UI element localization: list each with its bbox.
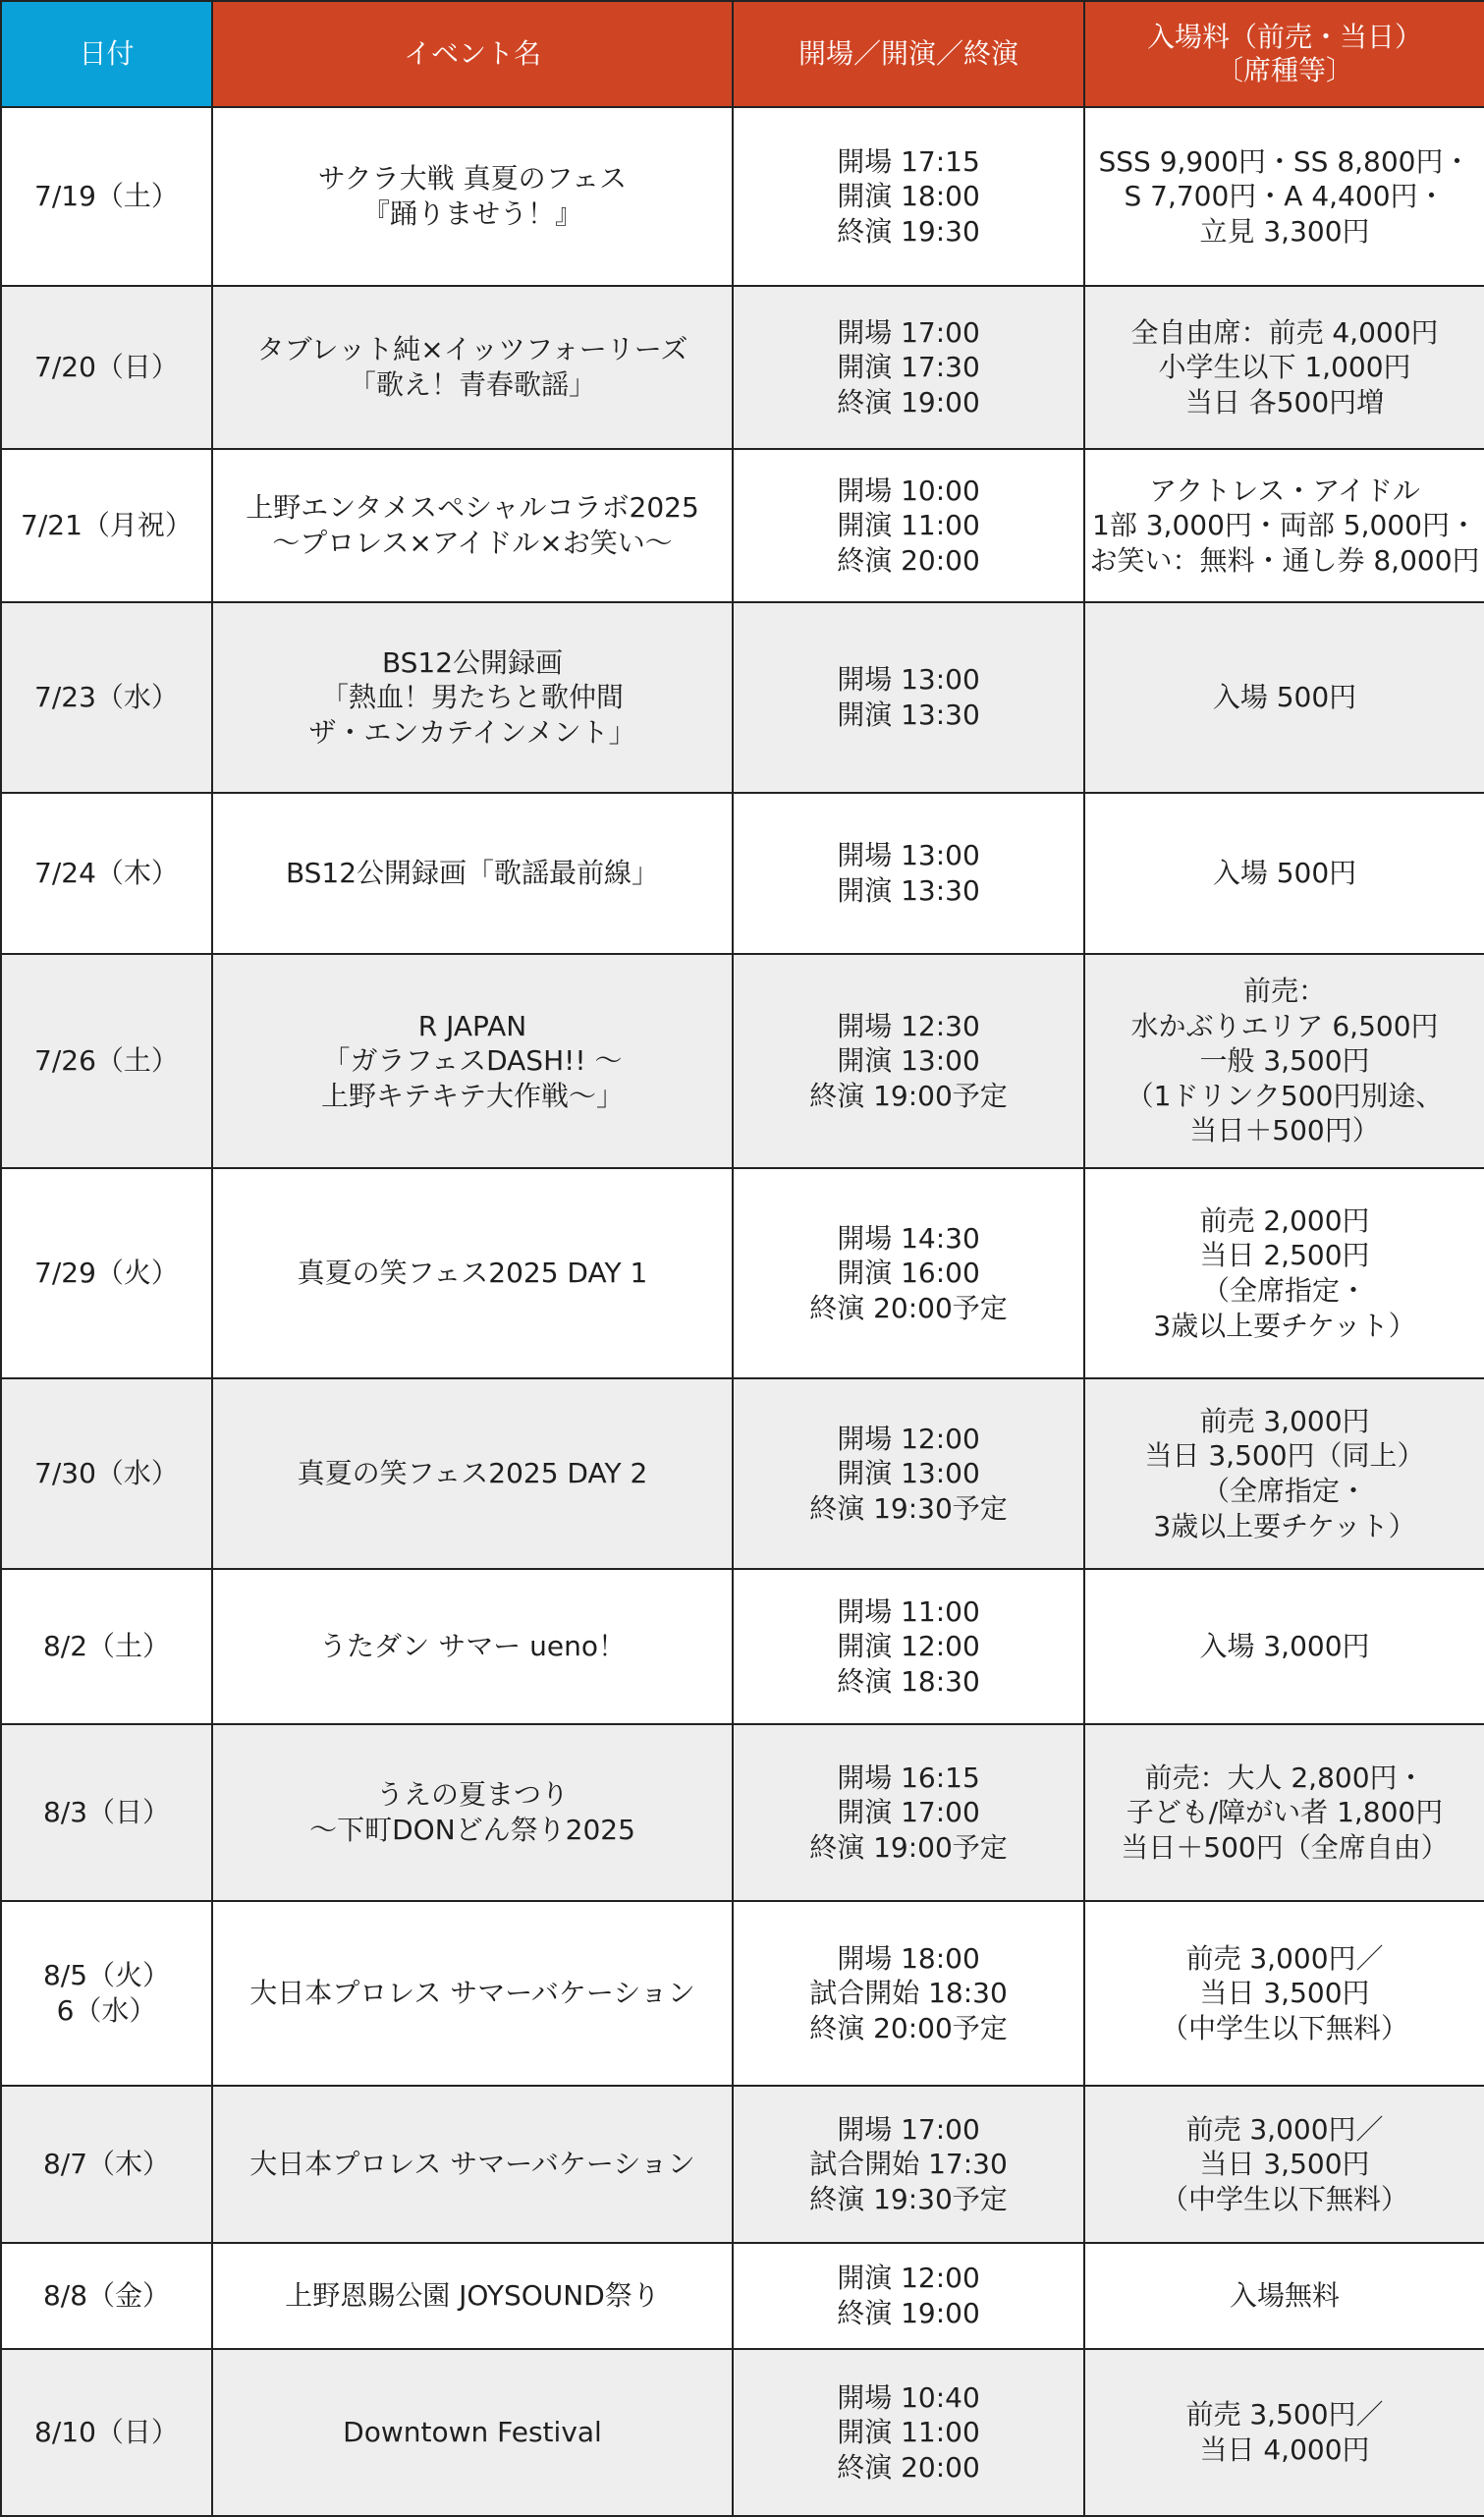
times-cell-line: 終演 20:00 — [837, 2450, 980, 2484]
date-cell-line: 8/3（日） — [42, 1796, 171, 1829]
date-cell-line: 7/24（木） — [34, 857, 179, 890]
times-cell-line: 開場 17:00 — [837, 2112, 980, 2146]
event-name-cell — [212, 1168, 733, 1378]
date-cell — [1, 2349, 212, 2516]
times-cell-line: 終演 20:00 — [837, 543, 980, 577]
event-name-cell — [212, 954, 733, 1168]
date-cell-line: 7/29（火） — [34, 1257, 179, 1290]
fee-cell-line: 立見 3,300円 — [1199, 214, 1370, 248]
fee-cell-line: （全席指定・ — [1201, 1274, 1367, 1307]
event-name-cell — [212, 2243, 733, 2349]
date-cell — [1, 1569, 212, 1724]
times-cell-line: 開演 18:00 — [837, 180, 980, 213]
header-row — [1, 1, 1484, 107]
times-cell-line: 開演 13:00 — [837, 1044, 980, 1078]
header-event-name: イベント名 — [212, 1, 733, 107]
times-cell-line: 開演 11:00 — [837, 509, 980, 542]
event-name-cell — [212, 449, 733, 602]
table-row — [1, 107, 1484, 286]
event-name-cell-line: うたダン サマー ueno！ — [319, 1630, 626, 1663]
date-cell-line: 8/7（木） — [42, 2148, 171, 2181]
table-row — [1, 602, 1484, 793]
times-cell — [733, 1724, 1084, 1901]
fee-cell — [1084, 2086, 1484, 2243]
date-cell — [1, 449, 212, 602]
times-cell-line: 開場 18:00 — [837, 1941, 980, 1975]
header-fee-line: 入場料（前売・当日） — [1146, 21, 1422, 54]
times-cell-line: 終演 20:00予定 — [809, 2011, 1008, 2044]
event-name-cell-line: 「歌え！青春歌謡」 — [348, 368, 596, 401]
times-cell-line: 開場 17:00 — [837, 315, 980, 349]
times-cell — [733, 286, 1084, 449]
times-cell-line: 終演 20:00予定 — [809, 1291, 1008, 1324]
fee-cell-line: 当日 各500円増 — [1184, 385, 1385, 419]
times-cell-line: 開演 17:00 — [837, 1796, 980, 1829]
times-cell-line: 終演 18:30 — [837, 1664, 980, 1698]
fee-cell-line: 小学生以下 1,000円 — [1158, 351, 1411, 384]
fee-cell-line: 前売 3,000円 — [1199, 1404, 1370, 1437]
times-cell-line: 開場 12:30 — [837, 1009, 980, 1042]
times-cell — [733, 107, 1084, 286]
fee-cell-line: 入場無料 — [1229, 2279, 1340, 2313]
table-row — [1, 793, 1484, 954]
fee-cell-line: 前売 3,000円／ — [1185, 2112, 1384, 2146]
times-cell-line: 終演 19:00予定 — [809, 1079, 1008, 1112]
event-name-cell — [212, 107, 733, 286]
fee-cell-line: 前売：大人 2,800円・ — [1144, 1761, 1425, 1794]
date-cell — [1, 286, 212, 449]
date-cell — [1, 1724, 212, 1901]
fee-cell-line: 前売 3,000円／ — [1185, 1941, 1384, 1975]
times-cell-line: 開場 11:00 — [837, 1594, 980, 1628]
date-cell-line: 6（水） — [56, 1994, 157, 2027]
event-name-cell-line: ザ・エンカテインメント」 — [308, 715, 636, 749]
table-row — [1, 2349, 1484, 2516]
times-cell-line: 開場 13:00 — [837, 839, 980, 872]
table-row — [1, 1724, 1484, 1901]
fee-cell — [1084, 2349, 1484, 2516]
times-cell — [733, 793, 1084, 954]
table-row — [1, 1168, 1484, 1378]
date-cell — [1, 1901, 212, 2086]
fee-cell — [1084, 1901, 1484, 2086]
table-row — [1, 286, 1484, 449]
times-cell-line: 終演 19:00予定 — [809, 1830, 1008, 1864]
date-cell — [1, 602, 212, 793]
event-name-cell-line: R JAPAN — [417, 1009, 527, 1042]
fee-cell-line: 一般 3,500円 — [1199, 1044, 1370, 1078]
table-row — [1, 449, 1484, 602]
event-name-cell — [212, 1569, 733, 1724]
date-cell-line: 7/21（月祝） — [21, 509, 192, 542]
date-cell-line: 7/19（土） — [34, 180, 179, 213]
table-row — [1, 1569, 1484, 1724]
times-cell — [733, 449, 1084, 602]
date-cell — [1, 2243, 212, 2349]
times-cell-line: 開演 16:00 — [837, 1257, 980, 1290]
event-name-cell-line: 大日本プロレス サマーバケーション — [249, 1977, 695, 2010]
times-cell — [733, 2349, 1084, 2516]
header-admission-fee — [1084, 1, 1484, 107]
date-cell — [1, 2086, 212, 2243]
fee-cell-line: 水かぶりエリア 6,500円 — [1130, 1009, 1439, 1042]
times-cell-line: 試合開始 18:30 — [809, 1977, 1008, 2010]
fee-cell — [1084, 1569, 1484, 1724]
date-cell — [1, 107, 212, 286]
table-row — [1, 1378, 1484, 1569]
table-row — [1, 2243, 1484, 2349]
event-name-cell-line: 上野エンタメスペシャルコラボ2025 — [246, 491, 699, 525]
times-cell-line: 開場 12:00 — [837, 1422, 980, 1455]
fee-cell — [1084, 602, 1484, 793]
date-cell — [1, 1168, 212, 1378]
times-cell — [733, 954, 1084, 1168]
header-fee-line: 〔席種等〕 — [1215, 54, 1353, 86]
event-name-cell — [212, 793, 733, 954]
event-name-cell-line: 大日本プロレス サマーバケーション — [249, 2148, 695, 2181]
fee-cell-line: S 7,700円・A 4,400円・ — [1124, 180, 1446, 213]
times-cell-line: 開場 10:40 — [837, 2380, 980, 2414]
times-cell-line: 開場 10:00 — [837, 474, 980, 507]
fee-cell — [1084, 793, 1484, 954]
fee-cell-line: 当日＋500円（全席自由） — [1121, 1830, 1449, 1864]
fee-cell-line: 3歳以上要チケット） — [1153, 1509, 1416, 1542]
fee-cell-line: 前売 2,000円 — [1199, 1203, 1370, 1237]
fee-cell — [1084, 107, 1484, 286]
times-cell-line: 開演 11:00 — [837, 2416, 980, 2449]
fee-cell-line: 入場 500円 — [1212, 681, 1357, 714]
fee-cell-line: 入場 3,000円 — [1199, 1630, 1370, 1663]
times-cell-line: 終演 19:30予定 — [809, 2182, 1008, 2215]
times-cell — [733, 1168, 1084, 1378]
fee-cell — [1084, 286, 1484, 449]
times-cell — [733, 1569, 1084, 1724]
fee-cell-line: （1ドリンク500円別途、 — [1126, 1079, 1444, 1112]
table-row — [1, 954, 1484, 1168]
event-name-cell-line: うえの夏まつり — [375, 1778, 569, 1812]
date-cell-line: 8/5（火） — [42, 1959, 171, 1992]
times-cell-line: 開場 14:30 — [837, 1221, 980, 1255]
fee-cell-line: （中学生以下無料） — [1160, 2182, 1408, 2215]
fee-cell-line: 当日 4,000円 — [1199, 2433, 1370, 2466]
times-cell — [733, 1901, 1084, 2086]
times-cell-line: 終演 19:00 — [837, 385, 980, 419]
event-name-cell-line: タブレット純×イッツフォーリーズ — [256, 333, 688, 366]
event-name-cell-line: 「熱血！男たちと歌仲間 — [320, 681, 624, 714]
date-cell-line: 8/10（日） — [34, 2416, 179, 2449]
fee-cell — [1084, 954, 1484, 1168]
times-cell — [733, 602, 1084, 793]
times-cell-line: 開場 16:15 — [837, 1761, 980, 1794]
times-cell-line: 終演 19:30予定 — [809, 1491, 1008, 1525]
fee-cell-line: 子ども/障がい者 1,800円 — [1126, 1796, 1444, 1829]
event-name-cell-line: 真夏の笑フェス2025 DAY 1 — [297, 1257, 648, 1290]
fee-cell — [1084, 449, 1484, 602]
event-name-cell-line: Downtown Festival — [343, 2416, 602, 2449]
event-name-cell — [212, 286, 733, 449]
event-name-cell — [212, 2349, 733, 2516]
times-cell-line: 開演 17:30 — [837, 351, 980, 384]
times-cell — [733, 2243, 1084, 2349]
date-cell-line: 8/8（金） — [42, 2279, 171, 2313]
header-date: 日付 — [1, 1, 212, 107]
event-name-cell-line: サクラ大戦 真夏のフェス — [317, 162, 628, 196]
fee-cell-line: 全自由席：前売 4,000円 — [1130, 315, 1439, 349]
event-name-cell-line: BS12公開録画 — [381, 645, 564, 679]
fee-cell-line: アクトレス・アイドル — [1149, 474, 1420, 507]
fee-cell-line: 当日 2,500円 — [1199, 1239, 1370, 1272]
fee-cell — [1084, 1168, 1484, 1378]
date-cell-line: 8/2（土） — [42, 1630, 171, 1663]
date-cell-line: 7/23（水） — [34, 681, 179, 714]
event-name-cell-line: 「ガラフェスDASH!! 〜 — [322, 1044, 623, 1078]
fee-cell-line: SSS 9,900円・SS 8,800円・ — [1098, 144, 1471, 178]
times-cell-line: 終演 19:30 — [837, 214, 980, 248]
fee-cell — [1084, 1378, 1484, 1569]
fee-cell-line: お笑い：無料・通し券 8,000円 — [1089, 543, 1480, 577]
times-cell-line: 終演 19:00 — [837, 2297, 980, 2329]
event-name-cell — [212, 1378, 733, 1569]
table-row — [1, 1901, 1484, 2086]
fee-cell-line: 1部 3,000円・両部 5,000円・ — [1092, 509, 1477, 542]
times-cell-line: 開演 13:00 — [837, 1457, 980, 1490]
date-cell-line: 7/30（水） — [34, 1457, 179, 1490]
times-cell-line: 開場 13:00 — [837, 663, 980, 697]
fee-cell-line: （中学生以下無料） — [1160, 2011, 1408, 2044]
event-name-cell-line: 上野恩賜公園 JOYSOUND祭り — [285, 2279, 660, 2313]
fee-cell-line: （全席指定・ — [1201, 1475, 1367, 1507]
fee-cell-line: 前売： — [1242, 975, 1326, 1008]
schedule-body — [1, 107, 1484, 2516]
table-row — [1, 2086, 1484, 2243]
date-cell — [1, 954, 212, 1168]
times-cell-line: 開演 12:00 — [837, 2262, 980, 2295]
event-name-cell-line: 真夏の笑フェス2025 DAY 2 — [297, 1457, 648, 1490]
times-cell-line: 開場 17:15 — [837, 144, 980, 178]
event-name-cell-line: 『踊りませう！』 — [361, 197, 582, 230]
fee-cell-line: 当日 3,500円 — [1199, 1977, 1370, 2010]
fee-cell-line: 前売 3,500円／ — [1185, 2398, 1384, 2432]
times-cell — [733, 2086, 1084, 2243]
times-cell-line: 開演 12:00 — [837, 1630, 980, 1663]
date-cell-line: 7/26（土） — [34, 1044, 179, 1078]
event-name-cell-line: 上野キテキテ大作戦〜」 — [320, 1079, 624, 1112]
fee-cell-line: 当日＋500円） — [1189, 1114, 1380, 1147]
times-cell-line: 開演 13:30 — [837, 699, 980, 731]
event-name-cell — [212, 2086, 733, 2243]
event-name-cell — [212, 602, 733, 793]
event-name-cell-line: 〜下町DONどん祭り2025 — [309, 1814, 635, 1846]
times-cell — [733, 1378, 1084, 1569]
event-name-cell-line: BS12公開録画「歌謡最前線」 — [285, 857, 660, 890]
times-cell-line: 開演 13:30 — [837, 874, 980, 907]
event-name-cell — [212, 1901, 733, 2086]
fee-cell — [1084, 1724, 1484, 1901]
date-cell — [1, 1378, 212, 1569]
date-cell — [1, 793, 212, 954]
event-name-cell — [212, 1724, 733, 1901]
event-name-cell-line: 〜プロレス×アイドル×お笑い〜 — [272, 527, 673, 559]
times-cell-line: 試合開始 17:30 — [809, 2148, 1008, 2181]
fee-cell-line: 入場 500円 — [1212, 857, 1357, 890]
header-times: 開場／開演／終演 — [733, 1, 1084, 107]
fee-cell — [1084, 2243, 1484, 2349]
fee-cell-line: 当日 3,500円 — [1199, 2148, 1370, 2181]
date-cell-line: 7/20（日） — [34, 351, 179, 384]
fee-cell-line: 当日 3,500円（同上） — [1144, 1439, 1425, 1473]
fee-cell-line: 3歳以上要チケット） — [1153, 1309, 1416, 1342]
